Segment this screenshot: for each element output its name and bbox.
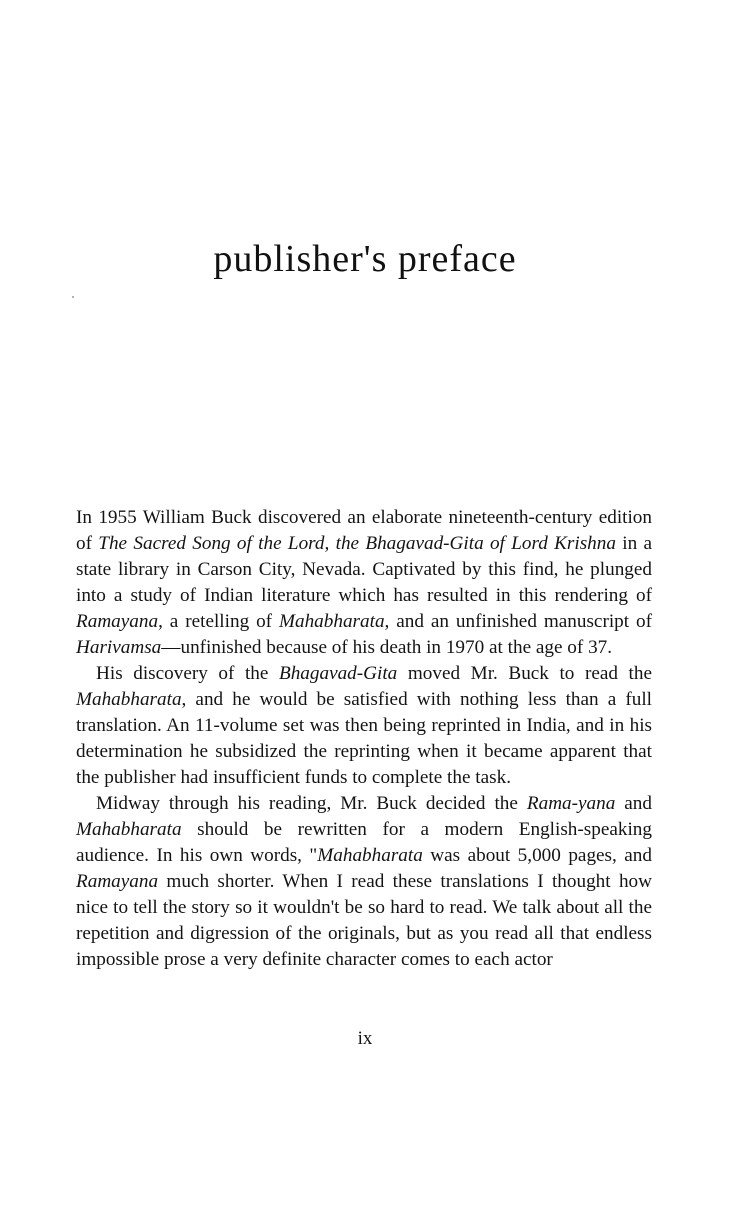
paragraph: [76, 661, 652, 791]
body-text: [76, 505, 652, 973]
italic-text: Bhagavad-Gita: [278, 663, 398, 684]
paragraph: [76, 791, 652, 973]
page-number: ix: [357, 1028, 373, 1049]
italic-text: Rama-yana: [526, 793, 616, 814]
italic-text: The Sacred Song of the Lord, the Bhagavad-Gita of Lord Krishna: [98, 533, 616, 554]
text-run: in a state library in Carson City, Nevada. Captivated by this find, he plunged into a study of Indian literature which has resulted in this rendering of: [76, 533, 653, 606]
text-run: , and he would be satisfied with nothing less than a full translation. An 11-volume set was then being reprinted in India, and in his determination he subsidized the reprinting when it became apparent that the publisher had insufficient funds to complete the task.: [76, 689, 652, 788]
chapter-title: publisher's preface: [213, 238, 517, 281]
text-run: was about 5,000 pages, and: [422, 845, 652, 866]
text-run: Midway through his reading, Mr. Buck decided the: [96, 793, 527, 814]
text-run: , and an unfinished manuscript of: [384, 611, 653, 632]
italic-text: Harivamsa: [76, 637, 162, 658]
italic-text: Mahabharata: [317, 845, 423, 866]
text-run: In 1955 William Buck discovered an elaborate nineteenth-century edition of: [76, 507, 652, 554]
text-run: moved Mr. Buck to read the: [397, 663, 652, 684]
paragraph: [76, 505, 652, 661]
italic-text: Mahabharata: [76, 689, 182, 710]
text-run: much shorter. When I read these translations I thought how nice to tell the story so it wouldn't be so hard to read. We talk about all the repetition and digression of the originals, but as you read all that endless impossible prose a very definite character comes to each actor: [76, 871, 652, 970]
text-run: His discovery of the: [96, 663, 279, 684]
text-run: should be rewritten for a modern English-speaking audience. In his own words, ": [76, 819, 652, 866]
italic-text: Mahabharata: [76, 819, 182, 840]
italic-text: Ramayana: [76, 611, 159, 632]
italic-text: Mahabharata: [279, 611, 385, 632]
text-run: and: [615, 793, 652, 814]
text-run: —unfinished because of his death in 1970 at the age of 37.: [161, 637, 613, 658]
text-run: , a retelling of: [158, 611, 279, 632]
paper-speck: [72, 296, 74, 298]
italic-text: Ramayana: [76, 871, 159, 892]
